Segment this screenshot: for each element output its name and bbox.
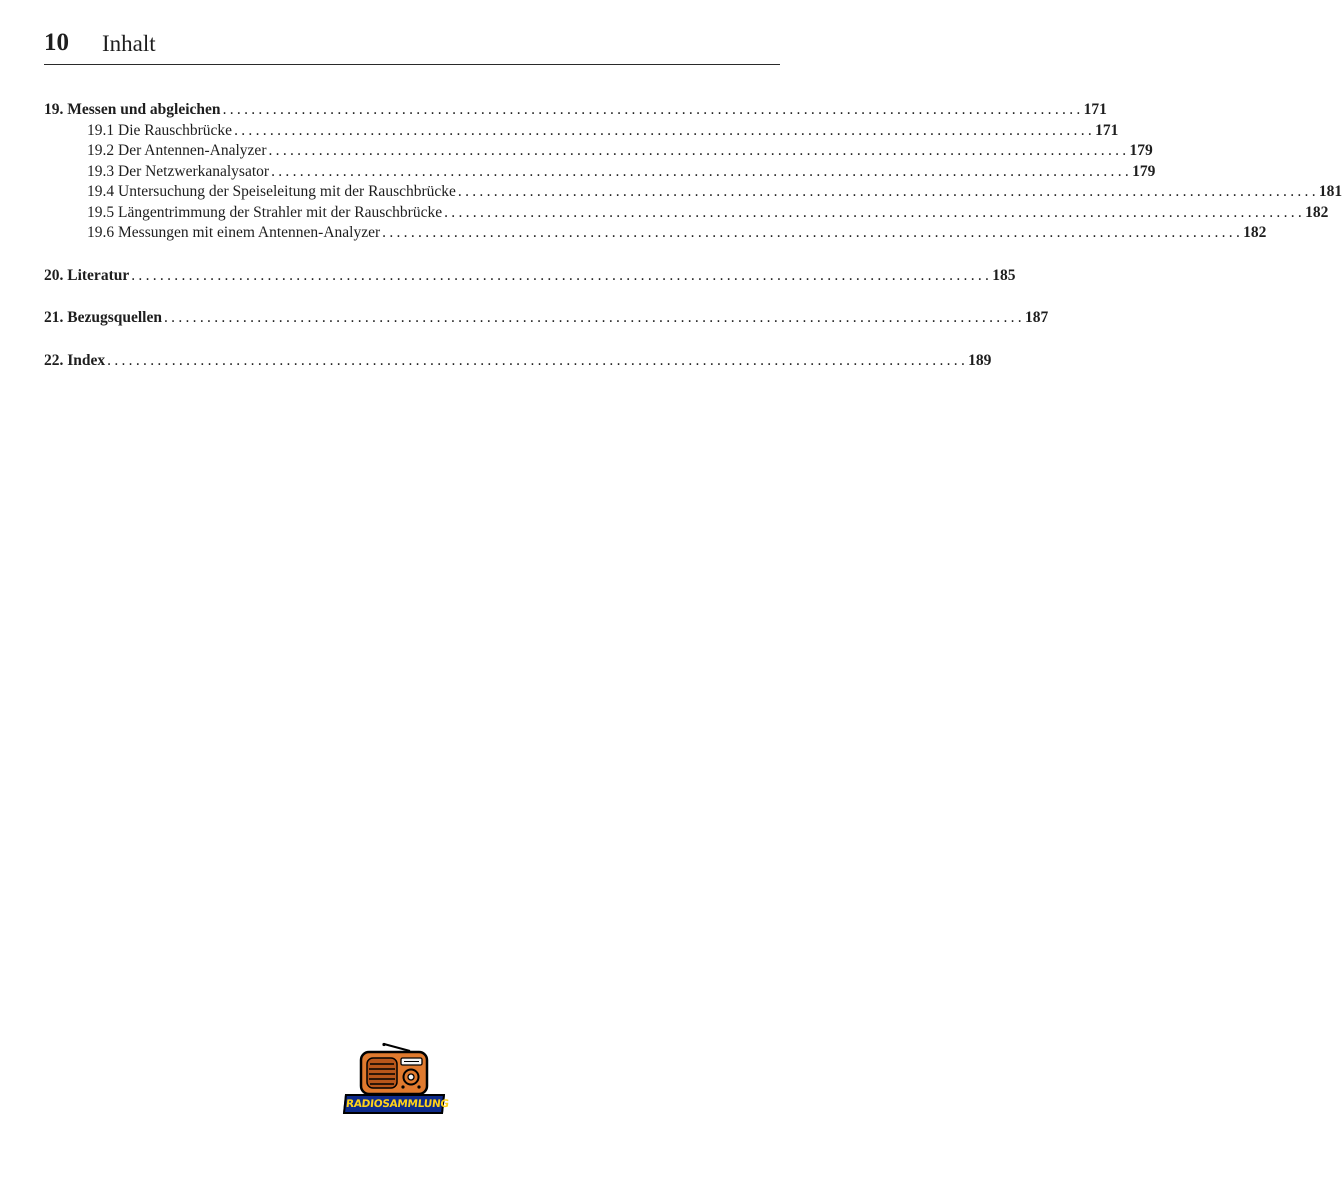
- dot-leader: ........................................................................................................................: [271, 162, 1133, 180]
- dot-leader: ........................................................................................................................: [457, 183, 1319, 200]
- toc-entry-page: 179: [1129, 142, 1153, 159]
- toc-entry-page: 182: [1305, 203, 1329, 221]
- radio-icon: [344, 1043, 444, 1097]
- dot-leader: ........................................................................................................................: [107, 351, 969, 369]
- toc-entry-page: 179: [1132, 162, 1156, 180]
- toc-entry-title: 20. Literatur: [44, 266, 130, 284]
- toc-entry-section-19-2[interactable]: [44, 141, 1153, 162]
- toc-entry-title: 19.1 Die Rauschbrücke: [87, 121, 233, 139]
- toc-entry-title: 19.4 Untersuchung der Speiseleitung mit der Rauschbrücke: [87, 183, 456, 200]
- page-number: 10: [44, 29, 69, 56]
- dot-leader: ........................................................................................................................: [163, 309, 1025, 326]
- toc-entry-title: 22. Index: [44, 351, 106, 369]
- toc-entry-page: 181: [1318, 183, 1342, 200]
- dot-leader: ........................................................................................................................: [234, 121, 1096, 139]
- logo-text: RADIOSAMMLUNG: [343, 1094, 445, 1114]
- toc-entry-page: 189: [968, 351, 992, 369]
- toc-entry-page: 182: [1243, 224, 1267, 241]
- page-header: [44, 26, 780, 65]
- toc-entry-page: 185: [992, 266, 1016, 284]
- radiosammlung-logo: [344, 1043, 450, 1117]
- toc-entry-page: 171: [1083, 101, 1107, 118]
- toc-entry-chapter-21[interactable]: [44, 308, 1049, 329]
- toc-entry-chapter-22[interactable]: [44, 351, 992, 372]
- dot-leader: ........................................................................................................................: [444, 203, 1306, 221]
- toc-entry-title: 19.2 Der Antennen-Analyzer: [87, 142, 267, 159]
- table-of-contents: [44, 100, 1342, 371]
- toc-entry-title: 19.6 Messungen mit einem Antennen-Analyzer: [87, 224, 381, 241]
- toc-entry-chapter-19[interactable]: [44, 100, 1107, 121]
- toc-entry-title: 19.3 Der Netzwerkanalysator: [87, 162, 270, 180]
- toc-entry-page: 171: [1095, 121, 1119, 139]
- toc-entry-section-19-5[interactable]: [44, 203, 1329, 224]
- dot-leader: ........................................................................................................................: [222, 101, 1084, 118]
- header-title: Inhalt: [102, 31, 156, 56]
- toc-entry-chapter-20[interactable]: [44, 266, 1016, 287]
- dot-leader: ........................................................................................................................: [268, 142, 1130, 159]
- toc-entry-title: 19.5 Längentrimmung der Strahler mit der Rauschbrücke: [87, 203, 443, 221]
- toc-entry-title: 19. Messen und abgleichen: [44, 101, 221, 118]
- toc-entry-title: 21. Bezugsquellen: [44, 309, 162, 326]
- toc-entry-section-19-6[interactable]: [44, 223, 1267, 244]
- toc-entry-section-19-4[interactable]: [44, 182, 1342, 203]
- dot-leader: ........................................................................................................................: [382, 224, 1244, 241]
- toc-entry-section-19-3[interactable]: [44, 162, 1156, 183]
- toc-entry-section-19-1[interactable]: [44, 121, 1119, 142]
- toc-entry-page: 187: [1024, 309, 1049, 326]
- dot-leader: ........................................................................................................................: [131, 266, 993, 284]
